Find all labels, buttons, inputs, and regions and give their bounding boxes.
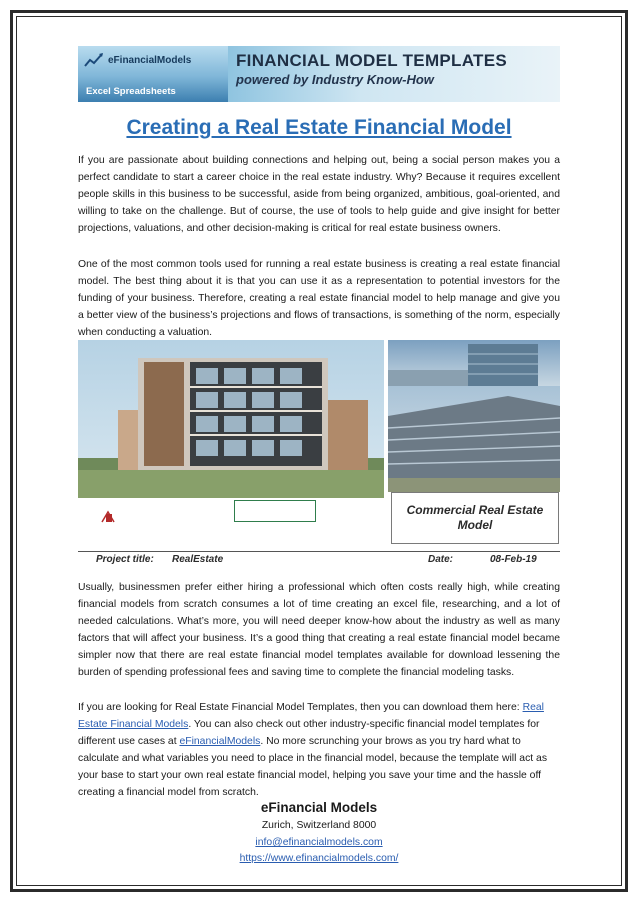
project-title-value: RealEstate [172,554,224,565]
banner-subtitle: Excel Spreadsheets [86,86,176,97]
banner-brand-panel [78,46,228,102]
date-label: Date: [428,554,454,565]
office-building-photo [388,386,560,492]
paragraph-options: Usually, businessmen prefer either hiring a professional which often costs really high, while creating financial models from scratch consumes a lot of time creating an excel file, researching, and a lot of needed calculations. What’s more, you will need deeper know-how about the industry as well as many factors that will affect your business. It’s a good thing that creating a real estate financial model became simpler now that there are real estate financial model templates available for download lessening the burden of spending professional fees and saving time to complete the financial modeling tasks. [78,582,560,679]
building-illustration-top [388,340,560,386]
footer-company-name: eFinancial Models [260,800,378,815]
wall-street-logo-icon [88,510,132,528]
chart-logo-icon [84,52,104,68]
banner-tagline: powered by Industry Know-How [236,72,434,87]
footer-website-link[interactable]: https://www.efinancialmodels.com/ [239,853,399,864]
paragraph-intro: If you are passionate about building connections and helping out, being a social person makes you a perfect candidate to start a career choice in the real estate industry. Why? Because it requires excellent people skills in this business to be successful, aside from being organized, ambitious, goal-oriented, and willing to take on the challenge. But of course, the use of tools to help guide and give insight for better projections, valuations, and other decision-making is critical for real estate business owners. [78,155,560,235]
building-illustration-left [78,340,384,498]
paragraph-templates-text-2: . You can also check out other industry-specific financial model templates for different use cases at [78,719,540,748]
banner-title-panel [228,46,560,102]
paragraph-templates-text-1: If you are looking for Real Estate Financial Model Templates, then you can download them here: [78,702,523,713]
paragraph-templates-text-3: . No more scrunching your brows as you try hard what to calculate and what variables you need to place in the financial model, because the template will act as your base to start your own real estate financial model, helping you save your time and the hassle off creating a financial model from scratch. [78,736,548,799]
tower-building-photo [388,340,560,386]
paragraph-tools: One of the most common tools used for running a real estate business is creating a real estate financial model. The best thing about it is that you can use it as a representation to potential investors for the funding of your business. Therefore, creating a real estate financial model to help manage and give you a better view of the business’s projections and flows of transactions, is something of the norm, especially when conducting a valuation. [78,259,560,339]
footer-email-link[interactable]: info@efinancialmodels.com [255,837,383,848]
real-estate-models-link[interactable]: Real Estate Financial Models [78,702,544,731]
date-value: 08-Feb-19 [490,554,537,565]
model-title-box: Commercial Real Estate Model [391,492,559,544]
project-title-label: Project title: [96,554,154,565]
document-title: Creating a Real Estate Financial Model [126,116,512,139]
model-cover-image [78,340,560,565]
building-illustration-right [388,386,560,492]
efinancialmodels-link[interactable]: eFinancialModels [179,736,261,748]
apartment-building-photo [78,340,384,498]
banner-title: FINANCIAL MODEL TEMPLATES [236,51,507,70]
model-input-cell [234,500,316,522]
footer-location: Zurich, Switzerland 8000 [261,820,377,831]
paragraph-templates [78,699,560,802]
brand-name: eFinancialModels [108,54,192,66]
header-banner [78,46,560,102]
project-divider [78,551,560,552]
